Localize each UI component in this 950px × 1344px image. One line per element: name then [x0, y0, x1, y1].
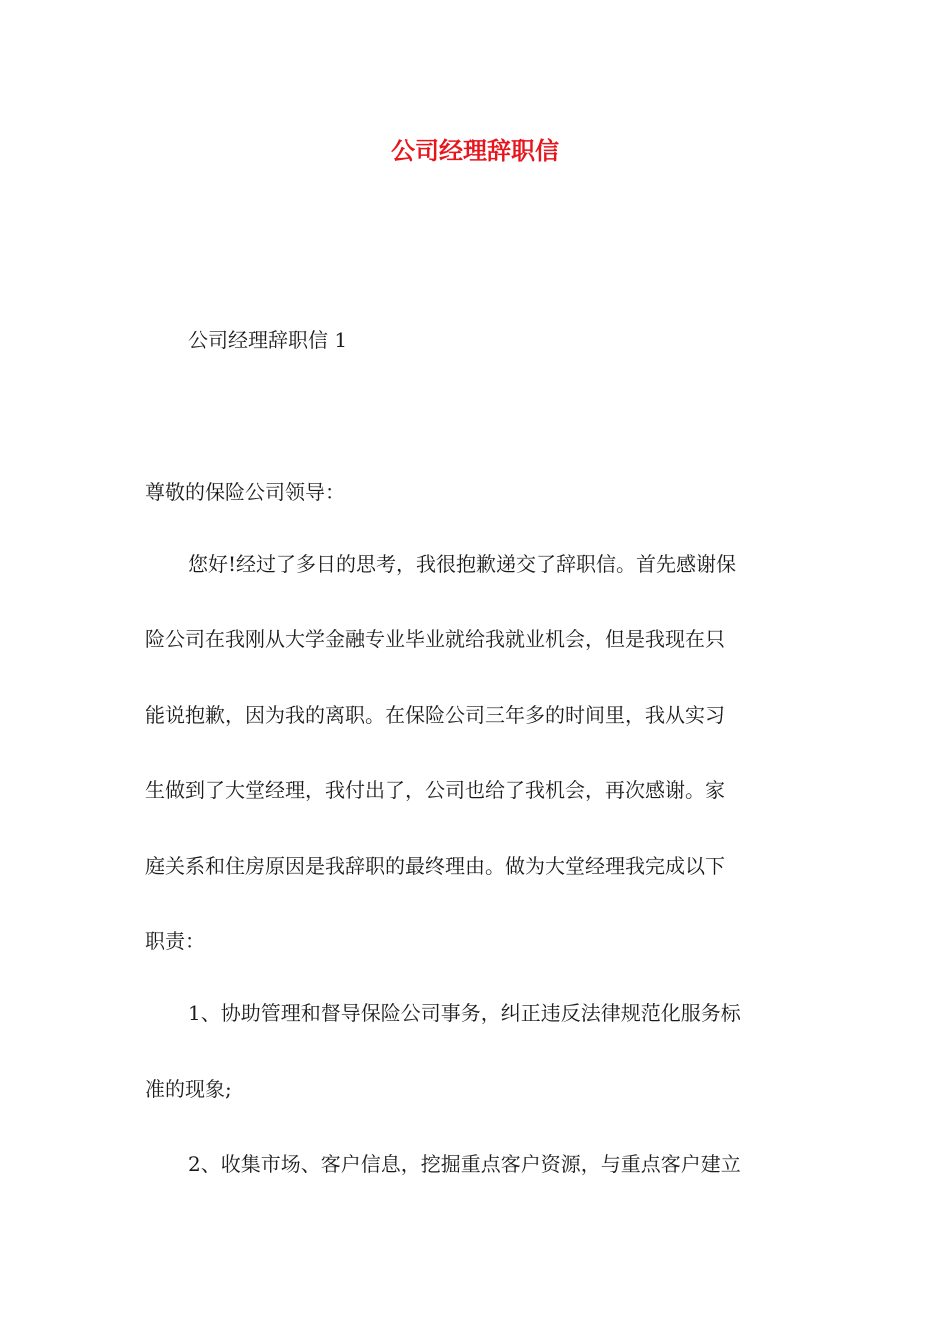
body-line: 您好!经过了多日的思考，我很抱歉递交了辞职信。首先感谢保	[188, 552, 737, 576]
letter-subtitle: 公司经理辞职信 1	[188, 328, 348, 352]
duty-item-2-line: 2、收集市场、客户信息，挖掘重点客户资源，与重点客户建立	[188, 1152, 741, 1176]
duty-item-1-line: 1、协助管理和督导保险公司事务，纠正违反法律规范化服务标	[188, 1001, 741, 1025]
body-line: 生做到了大堂经理，我付出了，公司也给了我机会，再次感谢。家	[145, 778, 725, 802]
document-title: 公司经理辞职信	[391, 137, 559, 165]
duty-item-1-line: 准的现象;	[145, 1077, 232, 1101]
body-line: 庭关系和住房原因是我辞职的最终理由。做为大堂经理我完成以下	[145, 854, 725, 878]
body-line: 险公司在我刚从大学金融专业毕业就给我就业机会，但是我现在只	[145, 627, 725, 651]
body-line: 职责：	[145, 929, 205, 953]
salutation: 尊敬的保险公司领导：	[145, 480, 345, 504]
body-line: 能说抱歉，因为我的离职。在保险公司三年多的时间里，我从实习	[145, 703, 725, 727]
